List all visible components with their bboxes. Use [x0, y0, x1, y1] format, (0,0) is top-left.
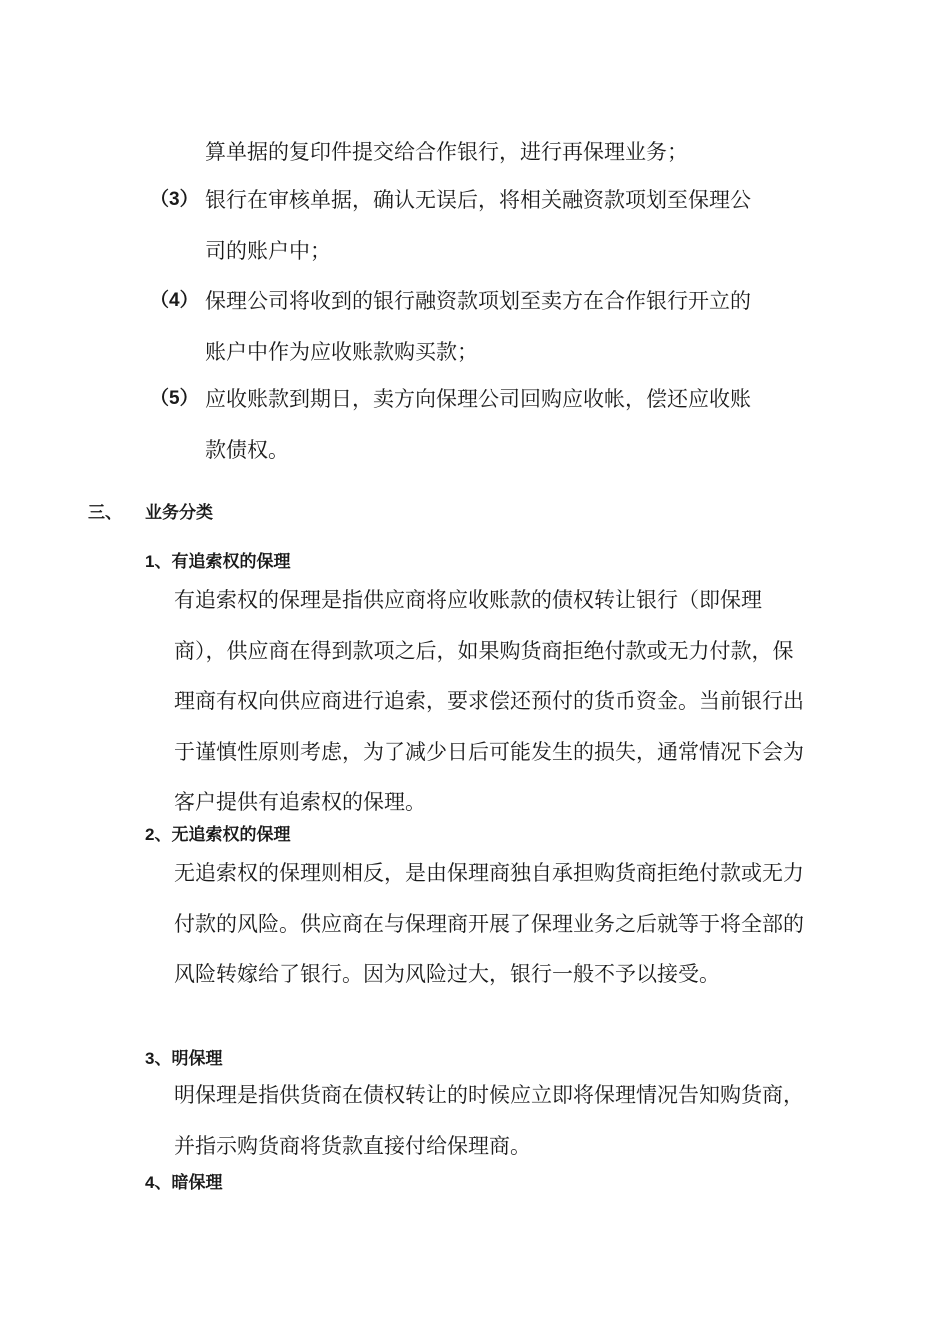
section-title: 业务分类 — [145, 503, 213, 522]
step-number: （3） — [150, 189, 199, 210]
subsection-body: 无追索权的保理则相反，是由保理商独自承担购货商拒绝付款或无力付款的风险。供应商在与保理商开展了保理业务之后就等于将全部的风险转嫁给了银行。因为风险过大，银行一般不予以接受。 — [174, 861, 804, 986]
subsection-body: 有追索权的保理是指供应商将应收账款的债权转让银行（即保理商），供应商在得到款项之后，如果购货商拒绝付款或无力付款，保理商有权向供应商进行追索，要求偿还预付的货币资金。当前银行出于谨慎性原则考虑，为了减少日后可能发生的损失，通常情况下会为客户提供有追索权的保理。 — [174, 588, 804, 814]
step-text: 保理公司将收到的银行融资款项划至卖方在合作银行开立的 — [205, 289, 751, 313]
subsection-title: 2、无追索权的保理 — [145, 825, 291, 844]
step-text: 应收账款到期日，卖方向保理公司回购应收帐，偿还应收账 — [205, 387, 751, 411]
subsection-title: 4、暗保理 — [145, 1173, 223, 1192]
step-text: 银行在审核单据，确认无误后，将相关融资款项划至保理公 — [205, 188, 751, 212]
subsection-body: 明保理是指供货商在债权转让的时候应立即将保理情况告知购货商，并指示购货商将货款直接付给保理商。 — [174, 1083, 804, 1158]
step-number: （4） — [150, 290, 199, 311]
step-text: 款债权。 — [205, 438, 289, 462]
step-continuation-text: 算单据的复印件提交给合作银行，进行再保理业务； — [205, 140, 688, 164]
subsection-title: 1、有追索权的保理 — [145, 552, 291, 571]
step-text: 账户中作为应收账款购买款； — [205, 340, 478, 364]
step-number: （5） — [150, 388, 199, 409]
step-text: 司的账户中； — [205, 239, 331, 263]
section-number: 三、 — [88, 503, 122, 522]
subsection-title: 3、明保理 — [145, 1049, 223, 1068]
